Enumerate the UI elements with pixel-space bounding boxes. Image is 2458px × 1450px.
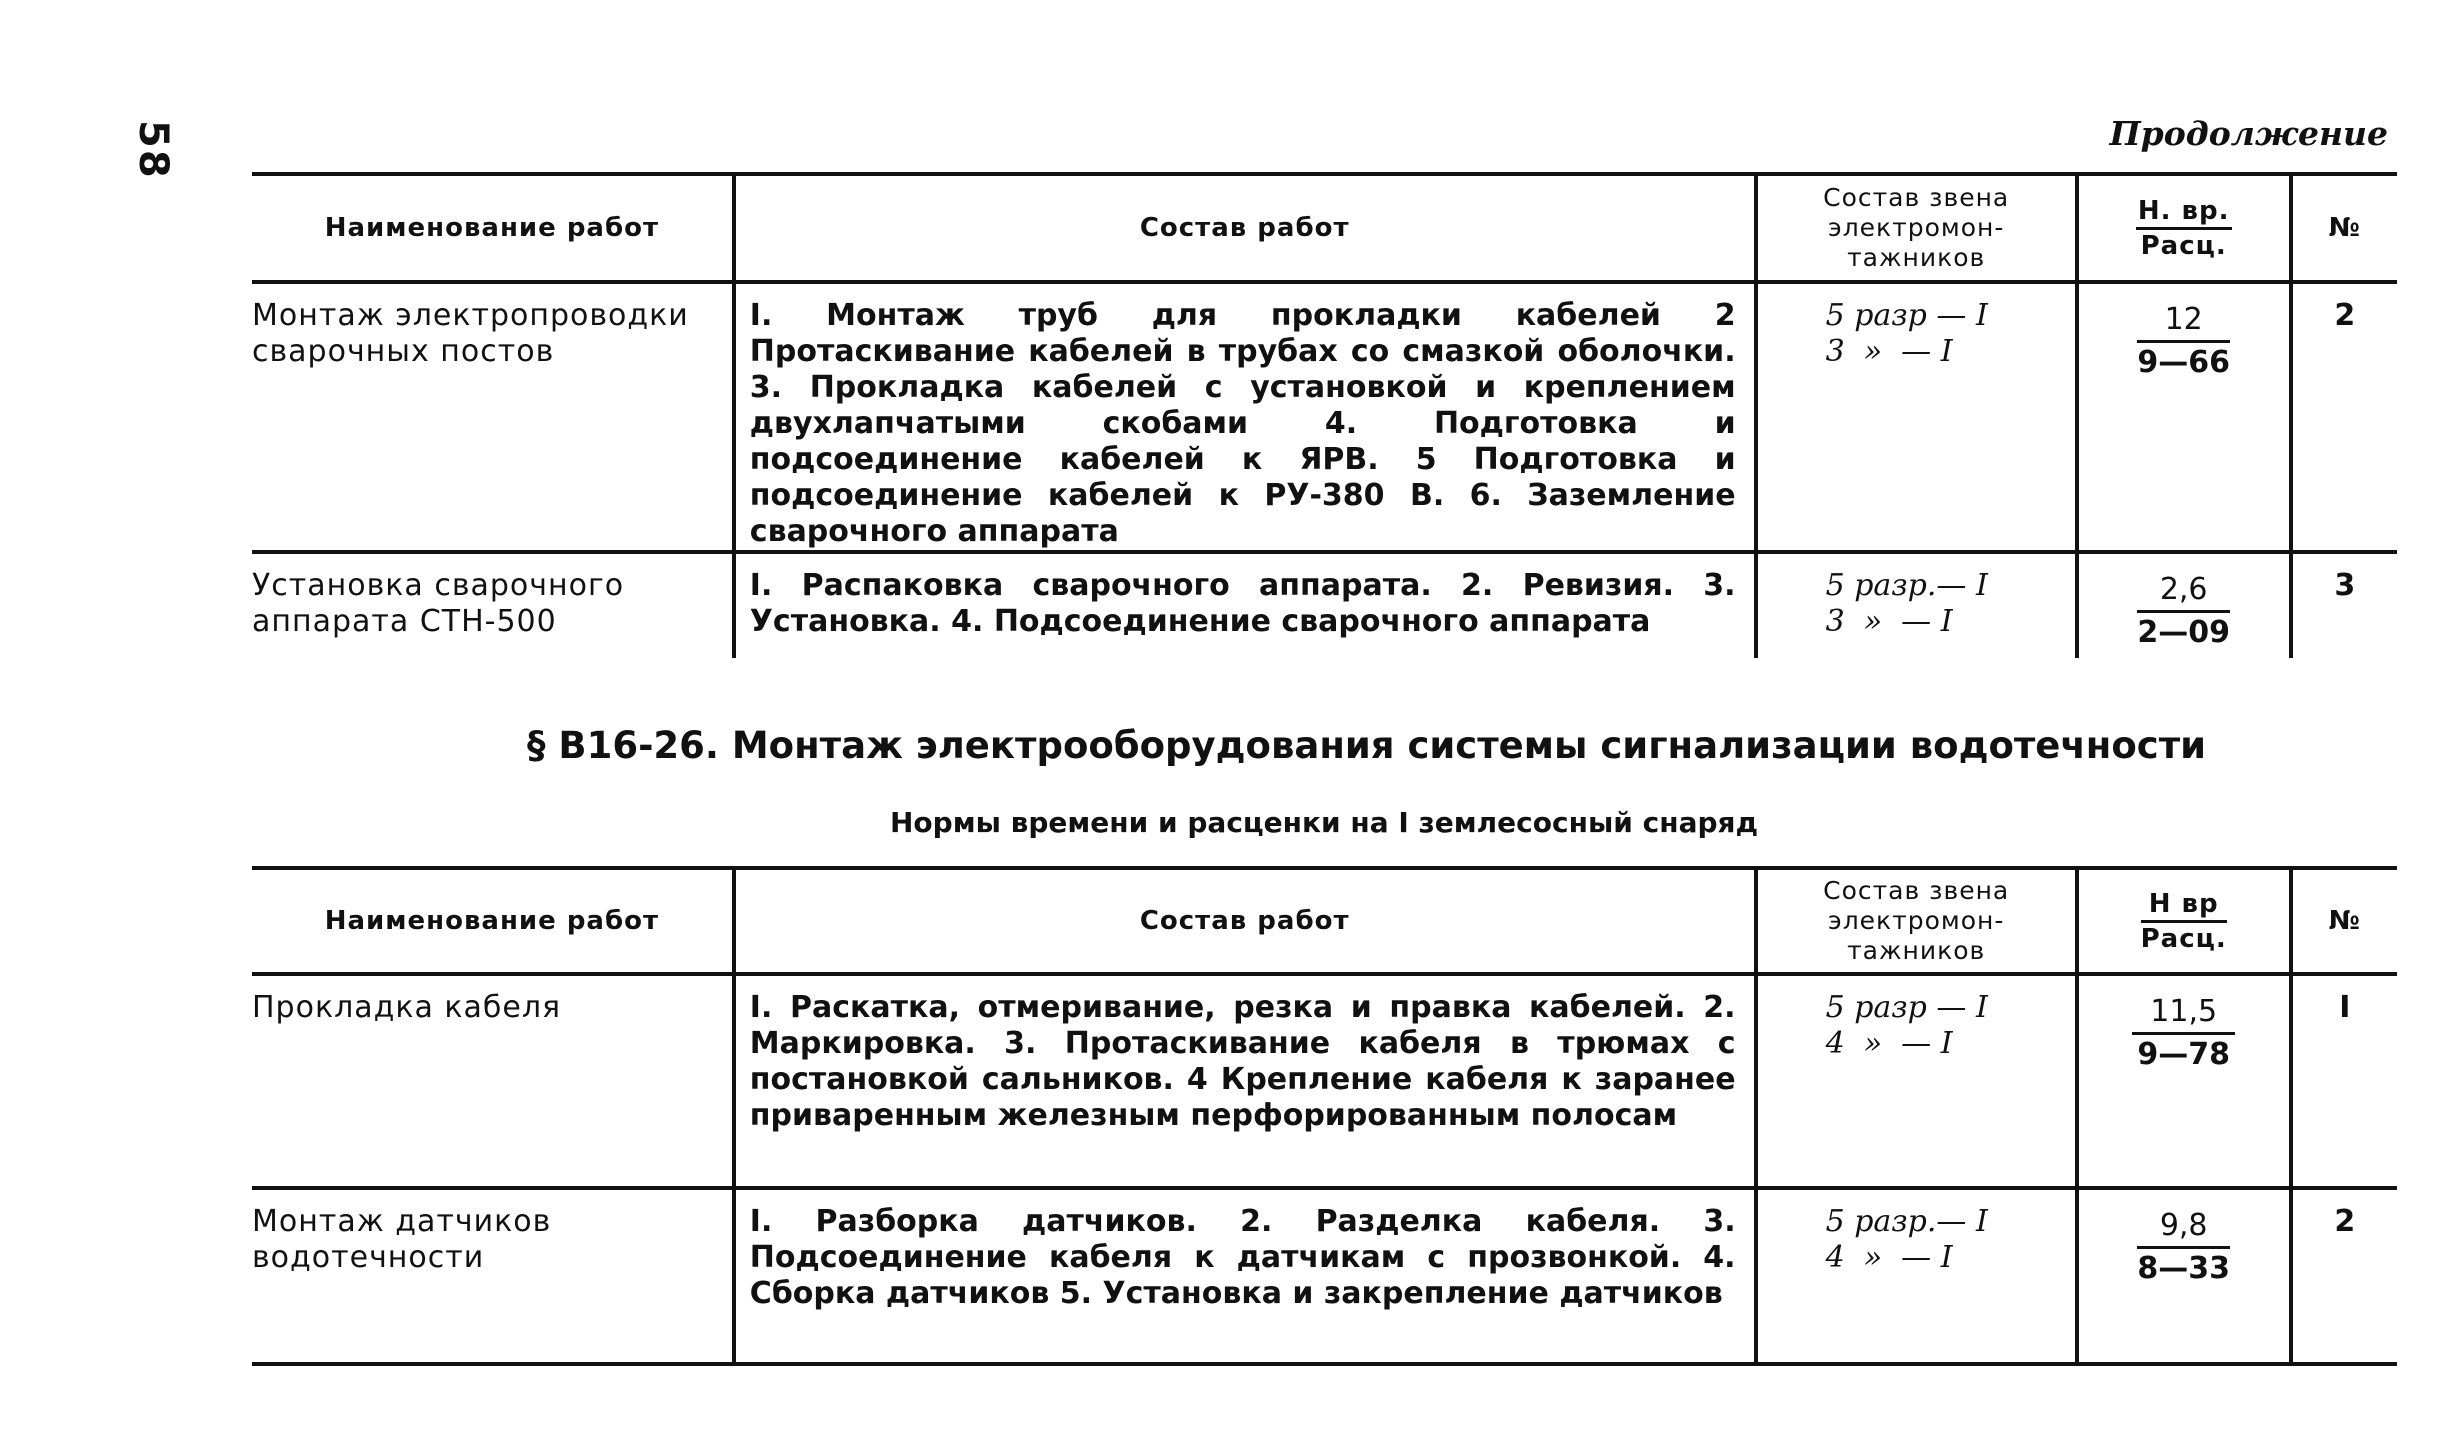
header-name: Наименование работ	[324, 906, 660, 936]
header-team-line1: Состав звена	[1823, 183, 2010, 212]
row-team-line1: 5 разр — I	[1825, 298, 1988, 333]
row-team-line2: 4 » — I	[1825, 1240, 1953, 1275]
rate-price: 9—66	[2137, 345, 2230, 380]
rate-fraction	[2137, 1206, 2230, 1289]
header-team-line2: электромон-	[1827, 906, 2005, 935]
row-team	[1756, 974, 2077, 1188]
row-team	[1756, 552, 2077, 658]
header-team-line3: тажников	[1847, 936, 1986, 965]
header-work: Состав работ	[734, 174, 1756, 282]
header-rate	[2077, 868, 2291, 974]
rate-fraction	[2132, 992, 2235, 1075]
row-rate	[2077, 974, 2291, 1188]
row-name: Монтаж датчиков водотечности	[252, 1204, 552, 1275]
row-team	[1756, 1188, 2077, 1364]
row-team-line1: 5 разр.— I	[1825, 1204, 1988, 1239]
table-row	[252, 974, 2397, 1188]
row-team-line2: 3 » — I	[1825, 334, 1953, 369]
row-work: I. Раскатка, отмеривание, резка и правка кабелей. 2. Маркировка. 3. Протаскивание кабеля в трюмах с постановкой сальников. 4 Крепление кабеля к заранее приваренным железным перфорированным полосам	[734, 974, 1756, 1188]
row-name: Монтаж электропроводки сварочных постов	[252, 298, 689, 369]
row-number: 3	[2291, 552, 2397, 658]
row-team-line2: 4 » — I	[1825, 1026, 1953, 1061]
header-name: Наименование работ	[324, 213, 660, 243]
table-row	[252, 552, 2397, 658]
continuation-label: Продолжение	[2109, 114, 2388, 153]
row-rate	[2077, 282, 2291, 552]
header-work: Состав работ	[734, 868, 1756, 974]
row-work: I. Монтаж труб для прокладки кабелей 2 Протаскивание кабелей в трубах со смазкой оболочки. 3. Прокладка кабелей с установкой и креплением двухлапчатыми скобами 4. Подготовка и подсоединение кабелей к ЯРВ. 5 Подготовка и подсоединение кабелей к РУ-380 В. 6. Заземление сварочного аппарата	[734, 282, 1756, 552]
row-number: I	[2291, 974, 2397, 1188]
rate-time-norm: 9,8	[2137, 1206, 2230, 1249]
norms-table-continued	[252, 172, 2397, 658]
row-name: Установка сварочного аппарата СТН-500	[252, 568, 625, 639]
table-row	[252, 282, 2397, 552]
header-rate-top: Н. вр.	[2136, 195, 2232, 230]
rate-price: 8—33	[2137, 1251, 2230, 1286]
header-no: №	[2291, 174, 2397, 282]
row-team-line1: 5 разр.— I	[1825, 568, 1988, 603]
row-rate	[2077, 1188, 2291, 1364]
header-rate-fraction	[2141, 888, 2227, 955]
header-team-line2: электромон-	[1827, 213, 2005, 242]
table-header-row	[252, 174, 2397, 282]
row-name: Прокладка кабеля	[252, 990, 562, 1025]
row-team-line2: 3 » — I	[1825, 604, 1953, 639]
rate-fraction	[2137, 300, 2230, 383]
header-rate	[2077, 174, 2291, 282]
header-rate-top: Н вр	[2141, 888, 2227, 923]
rate-price: 2—09	[2137, 615, 2230, 650]
section-subtitle: Нормы времени и расценки на I землесосный снаряд	[890, 806, 1759, 839]
row-number: 2	[2291, 282, 2397, 552]
header-rate-bottom: Расц.	[2140, 230, 2227, 261]
row-team	[1756, 282, 2077, 552]
row-work: I. Разборка датчиков. 2. Разделка кабеля. 3. Подсоединение кабеля к датчикам с прозвонкой. 4. Сборка датчиков 5. Установка и закрепление датчиков	[734, 1188, 1756, 1364]
row-number: 2	[2291, 1188, 2397, 1364]
rate-time-norm: 11,5	[2132, 992, 2235, 1035]
row-work: I. Распаковка сварочного аппарата. 2. Ревизия. 3. Установка. 4. Подсоединение сварочного аппарата	[734, 552, 1756, 658]
rate-fraction	[2137, 570, 2230, 653]
header-rate-bottom: Расц.	[2140, 923, 2227, 954]
page-number: 58	[130, 120, 176, 180]
header-no: №	[2291, 868, 2397, 974]
header-team	[1756, 174, 2077, 282]
header-team-line1: Состав звена	[1823, 876, 2010, 905]
row-rate	[2077, 552, 2291, 658]
table-row	[252, 1188, 2397, 1364]
header-team	[1756, 868, 2077, 974]
table-header-row	[252, 868, 2397, 974]
rate-time-norm: 12	[2137, 300, 2230, 343]
section-title: § В16-26. Монтаж электрооборудования системы сигнализации водотечности	[527, 724, 2207, 767]
rate-price: 9—78	[2137, 1037, 2230, 1072]
row-team-line1: 5 разр — I	[1825, 990, 1988, 1025]
header-team-line3: тажников	[1847, 243, 1986, 272]
norms-table-b16-26	[252, 866, 2397, 1366]
header-rate-fraction	[2136, 195, 2232, 262]
rate-time-norm: 2,6	[2137, 570, 2230, 613]
